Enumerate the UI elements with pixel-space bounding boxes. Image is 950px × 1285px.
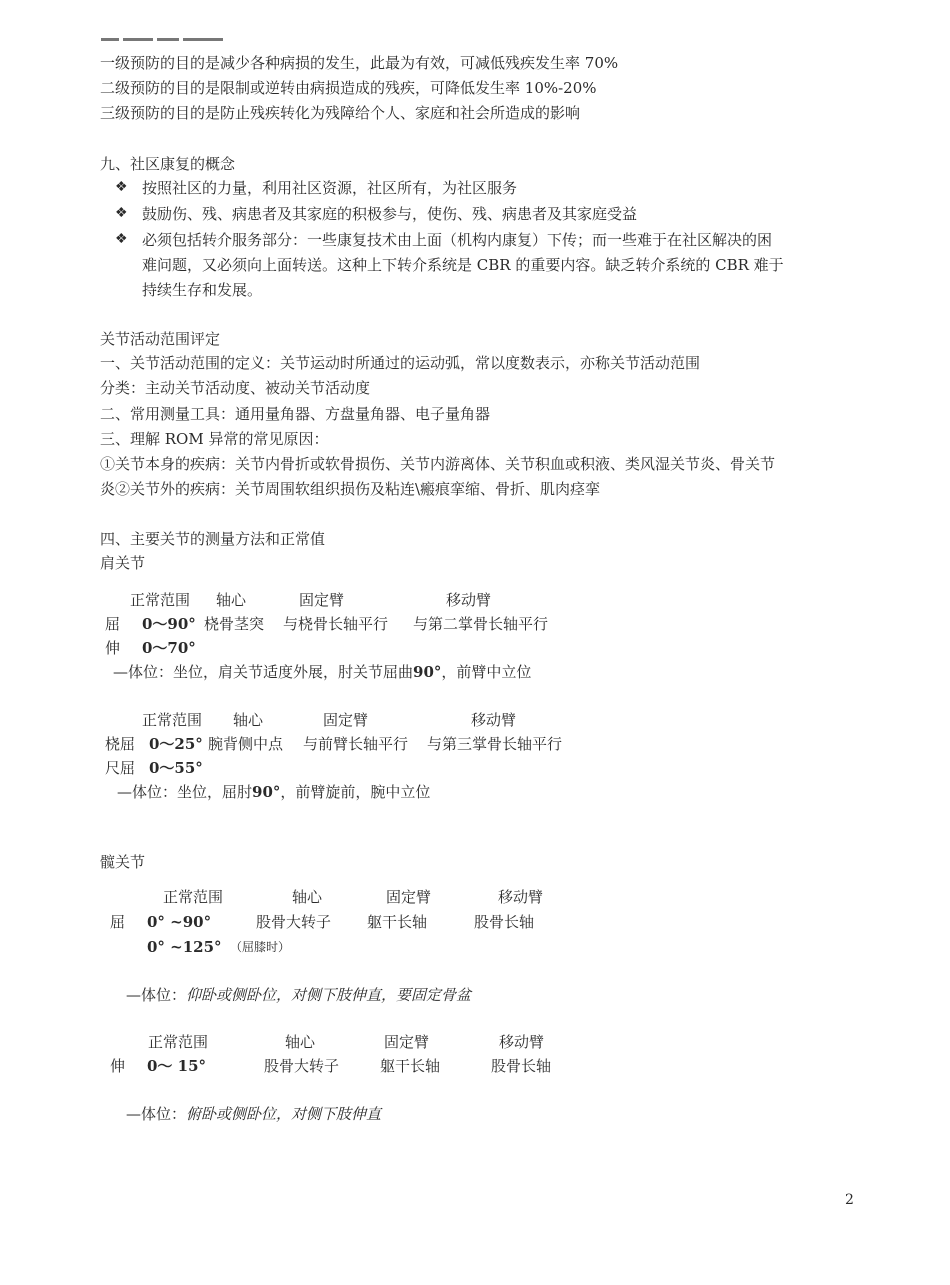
prevention-line-1: 一级预防的目的是减少各种病损的发生，此最为有效，可减低残疾发生率 70% [100,54,619,72]
hip-flex-axis: 股骨大转子 [256,913,332,931]
hip-ext-header-fixed: 固定臂 [384,1033,430,1051]
methods-heading: 四、主要关节的测量方法和正常值 [100,530,326,548]
hip-flex-position-text: 仰卧或侧卧位，对侧下肢伸直，要固定骨盆 [186,986,472,1004]
wrist-radial-label: 桡屈 [105,735,136,753]
wrist-radial-range: 0～25° [149,735,203,753]
cbr-bullet-3-line-3: 持续生存和发展。 [142,281,263,299]
bullet-icon: ❖ [115,179,128,195]
hip-ext-header-moving: 移动臂 [499,1033,545,1051]
shoulder-flex-moving: 与第二掌骨长轴平行 [413,615,549,633]
prevention-line-3: 三级预防的目的是防止残疾转化为残障给个人、家庭和社会所造成的影响 [100,104,581,122]
shoulder-flex-label: 屈 [105,615,121,633]
wrist-fixed: 与前臂长轴平行 [303,735,409,753]
hip-ext-label: 伸 [110,1057,126,1075]
hip-flex-header-fixed: 固定臂 [386,888,432,906]
wrist-position [117,782,430,802]
wrist-header-moving: 移动臂 [471,711,517,729]
shoulder-position [113,662,531,682]
shoulder-header-axis: 轴心 [216,591,247,609]
wrist-position-text: —体位：坐位，屈肘 [117,783,253,801]
cropped-text-fragment [101,38,251,46]
cbr-bullet-3-line-1: 必须包括转介服务部分：一些康复技术由上面（机构内康复）下传；而一些难于在社区解决的困 [142,231,773,249]
hip-ext-position-label: —体位： [126,1105,187,1123]
hip-flex-note: （屈膝时） [230,940,291,954]
shoulder-ext-label: 伸 [105,639,121,657]
cbr-heading: 九、社区康复的概念 [100,155,236,173]
rom-line-6: 炎②关节外的疾病：关节周围软组织损伤及粘连\瘢痕挛缩、骨折、肌肉痉挛 [100,480,601,498]
shoulder-ext-range: 0～70° [142,639,196,657]
bullet-icon: ❖ [115,231,128,247]
hip-flex-position [126,985,471,1005]
hip-flex-position-label: —体位： [126,986,187,1004]
hip-flex-moving: 股骨长轴 [474,913,535,931]
hip-flex-fixed: 躯干长轴 [367,913,428,931]
wrist-ulnar-label: 尺屈 [105,759,136,777]
shoulder-header-fixed: 固定臂 [299,591,345,609]
hip-flex-header-axis: 轴心 [292,888,323,906]
rom-line-5: ①关节本身的疾病：关节内骨折或软骨损伤、关节内游离体、关节积血或积液、类风湿关节炎、骨关节 [100,455,776,473]
wrist-header-axis: 轴心 [233,711,264,729]
prevention-line-2: 二级预防的目的是限制或逆转由病损造成的残疾，可降低发生率 10%-20% [100,79,597,97]
hip-ext-fixed: 躯干长轴 [380,1057,441,1075]
hip-title: 髋关节 [100,853,146,871]
hip-flex-range: 0° ~90° [147,913,212,931]
shoulder-header-moving: 移动臂 [446,591,492,609]
hip-ext-position [126,1104,381,1124]
wrist-moving: 与第三掌骨长轴平行 [427,735,563,753]
shoulder-title: 肩关节 [100,554,146,572]
wrist-axis: 腕背侧中点 [208,735,284,753]
shoulder-header-range: 正常范围 [130,591,191,609]
wrist-header-range: 正常范围 [142,711,203,729]
shoulder-flex-fixed: 与桡骨长轴平行 [283,615,389,633]
hip-ext-range: 0～ 15° [147,1057,207,1075]
rom-title: 关节活动范围评定 [100,330,221,348]
hip-ext-position-text: 俯卧或侧卧位，对侧下肢伸直 [186,1105,382,1123]
cbr-bullet-1: 按照社区的力量，利用社区资源，社区所有，为社区服务 [142,179,518,197]
rom-line-3: 二、常用测量工具：通用量角器、方盘量角器、电子量角器 [100,405,491,423]
hip-flex-range-knee: 0° ~125° [147,938,222,956]
rom-line-2: 分类：主动关节活动度、被动关节活动度 [100,379,371,397]
wrist-position-angle: 90° [252,783,281,801]
hip-flex-header-moving: 移动臂 [498,888,544,906]
hip-flex-header-range: 正常范围 [163,888,224,906]
rom-line-4: 三、理解 ROM 异常的常见原因： [100,430,329,448]
shoulder-position-text: —体位：坐位，肩关节适度外展，肘关节屈曲 [113,663,414,681]
shoulder-flex-axis: 桡骨茎突 [204,615,265,633]
cbr-bullet-3-line-2: 难问题，又必须向上面转送。这种上下转介系统是 CBR 的重要内容。缺乏转介系统的 CBR 难于 [142,256,784,274]
hip-ext-axis: 股骨大转子 [264,1057,340,1075]
hip-ext-header-axis: 轴心 [285,1033,316,1051]
hip-ext-header-range: 正常范围 [148,1033,209,1051]
page-number: 2 [845,1192,854,1208]
hip-ext-moving: 股骨长轴 [491,1057,552,1075]
shoulder-position-angle: 90° [413,663,442,681]
shoulder-position-suffix: ，前臂中立位 [441,663,532,681]
rom-line-1: 一、关节活动范围的定义：关节运动时所通过的运动弧，常以度数表示，亦称关节活动范围 [100,354,701,372]
wrist-header-fixed: 固定臂 [323,711,369,729]
wrist-position-suffix: ，前臂旋前，腕中立位 [280,783,431,801]
wrist-ulnar-range: 0～55° [149,759,203,777]
hip-flex-label: 屈 [110,913,126,931]
shoulder-flex-range: 0～90° [142,615,196,633]
bullet-icon: ❖ [115,205,128,221]
cbr-bullet-2: 鼓励伤、残、病患者及其家庭的积极参与，使伤、残、病患者及其家庭受益 [142,205,638,223]
